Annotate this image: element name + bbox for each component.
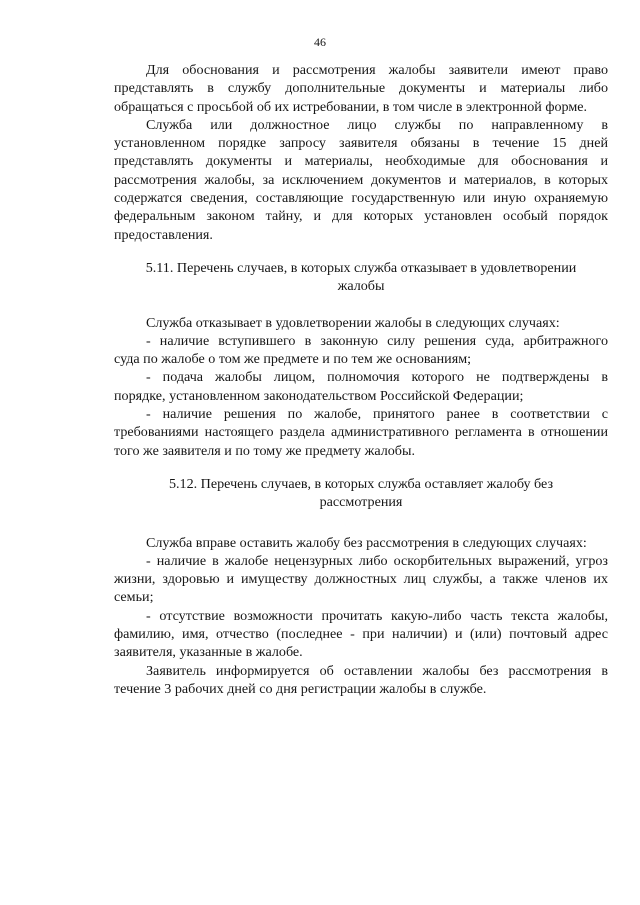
text-line: предоставления. [114,226,213,243]
section-heading [114,259,608,296]
paragraph [114,61,608,116]
text-line: представлять документы и материалы, необходимые для обоснования и [114,153,608,170]
text-line: требованиями настоящего раздела административного регламента в отношении [114,424,608,441]
block-spacer [114,512,608,534]
document-body [114,61,608,698]
text-line: - подача жалобы лицом, полномочия которого не подтверждены в [146,369,608,386]
paragraph [114,662,608,699]
section-heading [114,475,608,512]
block-spacer [114,296,608,314]
paragraph [114,405,608,460]
text-line: того же заявителя и по тому же предмету жалобы. [114,442,415,459]
heading-line: 5.12. Перечень случаев, в которых служба оставляет жалобу без [168,475,554,492]
text-line: Служба или должностное лицо службы по направленному в [146,116,608,133]
text-line: - наличие в жалобе нецензурных либо оскорбительных выражений, угроз [146,552,608,569]
text-line: семьи; [114,589,154,606]
text-line: Служба вправе оставить жалобу без рассмотрения в следующих случаях: [146,534,587,551]
text-line: течение 3 рабочих дней со дня регистрации жалобы в службе. [114,680,487,697]
text-line: Заявитель информируется об оставлении жалобы без рассмотрения в [146,662,608,679]
heading-line: 5.11. Перечень случаев, в которых служба отказывает в удовлетворении [145,259,577,276]
text-line: заявителя, указанные в жалобе. [114,644,303,661]
text-line: Для обоснования и рассмотрения жалобы заявители имеют право [146,62,608,78]
text-line: суда по жалобе о том же предмете и по тем же основаниям; [114,351,472,368]
text-line: жизни, здоровью и имуществу должностных лиц службы, а также членов их [114,571,608,588]
text-line: обращаться с просьбой об их истребовании, в том числе в электронной форме. [114,98,588,115]
page-number: 46 [314,35,326,49]
block-spacer [114,244,608,259]
block-spacer [114,460,608,475]
text-line: рассмотрения жалобы, за исключением документов и материалов, в которых [114,171,608,188]
paragraph [114,607,608,662]
paragraph [114,534,608,552]
text-line: - наличие решения по жалобе, принятого ранее в соответствии с [146,406,608,423]
text-line: установленном порядке запросу заявителя обязаны в течение 15 дней [114,135,608,152]
text-line: фамилию, имя, отчество (последнее - при наличии) и (или) почтовый адрес [114,626,608,643]
paragraph [114,116,608,244]
heading-line: рассмотрения [319,494,403,511]
heading-line: жалобы [337,278,385,295]
text-line: содержатся сведения, составляющие государственную или иную охраняемую [114,190,608,207]
paragraph [114,368,608,405]
text-line: - наличие вступившего в законную силу решения суда, арбитражного [146,332,608,349]
paragraph [114,314,608,332]
paragraph [114,332,608,369]
text-line: федеральным законом тайну, и для которых установлен особый порядок [114,208,608,225]
text-line: порядке, установленном законодательством Российской Федерации; [114,387,524,404]
text-line: Служба отказывает в удовлетворении жалобы в следующих случаях: [146,314,560,331]
paragraph [114,552,608,607]
text-line: - отсутствие возможности прочитать какую-либо часть текста жалобы, [146,607,608,624]
text-line: представлять в службу дополнительные документы и материалы либо [114,80,608,97]
